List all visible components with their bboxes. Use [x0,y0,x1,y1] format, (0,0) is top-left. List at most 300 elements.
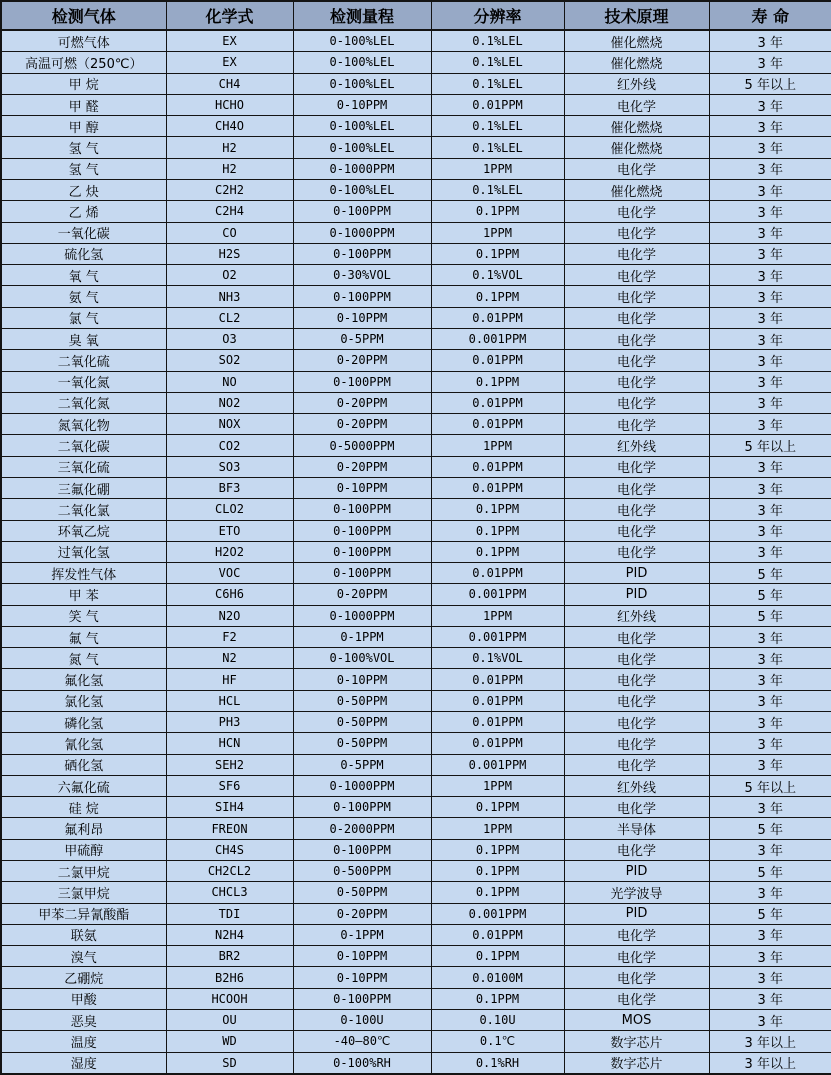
gas-name-cell: 氧 气 [1,265,166,286]
table-row [1,94,831,115]
column-header-technology: 技术原理 [564,1,709,30]
detection-range-cell: 0-20PPM [293,392,431,413]
gas-name-cell: 温度 [1,1031,166,1052]
resolution-cell: 0.1PPM [431,839,564,860]
detection-range-cell: 0-5PPM [293,754,431,775]
detection-range-cell: 0-100%LEL [293,116,431,137]
table-row [1,924,831,945]
column-header-gas-name: 检测气体 [1,1,166,30]
technology-cell: 电化学 [564,243,709,264]
gas-name-cell: 氟 气 [1,626,166,647]
lifespan-cell: 3 年 [709,797,831,818]
header-row [1,1,831,30]
lifespan-cell: 3 年 [709,754,831,775]
resolution-cell: 0.1PPM [431,243,564,264]
technology-cell: 电化学 [564,477,709,498]
chemical-formula-cell: H2 [166,137,293,158]
gas-name-cell: 甲苯二异氰酸酯 [1,903,166,924]
detection-range-cell: 0-10PPM [293,477,431,498]
gas-name-cell: 甲酸 [1,988,166,1009]
detection-range-cell: 0-100%VOL [293,648,431,669]
detection-range-cell: 0-1000PPM [293,605,431,626]
lifespan-cell: 3 年 [709,988,831,1009]
gas-name-cell: 高温可燃（250℃） [1,52,166,73]
gas-name-cell: 甲 烷 [1,73,166,94]
table-row [1,712,831,733]
technology-cell: 红外线 [564,435,709,456]
table-row [1,669,831,690]
chemical-formula-cell: CL2 [166,307,293,328]
detection-range-cell: 0-50PPM [293,733,431,754]
chemical-formula-cell: F2 [166,626,293,647]
technology-cell: 电化学 [564,94,709,115]
table-header [1,1,831,30]
detection-range-cell: 0-20PPM [293,414,431,435]
lifespan-cell: 3 年 [709,265,831,286]
detection-range-cell: 0-100U [293,1009,431,1030]
resolution-cell: 1PPM [431,605,564,626]
detection-range-cell: 0-10PPM [293,946,431,967]
chemical-formula-cell: C2H4 [166,201,293,222]
table-row [1,52,831,73]
resolution-cell: 0.001PPM [431,903,564,924]
detection-range-cell: 0-2000PPM [293,818,431,839]
lifespan-cell: 5 年 [709,584,831,605]
technology-cell: 电化学 [564,392,709,413]
column-header-lifespan: 寿 命 [709,1,831,30]
chemical-formula-cell: H2 [166,158,293,179]
resolution-cell: 0.1PPM [431,201,564,222]
detection-range-cell: 0-1PPM [293,924,431,945]
detection-range-cell: 0-100PPM [293,201,431,222]
resolution-cell: 0.01PPM [431,477,564,498]
detection-range-cell: 0-100PPM [293,563,431,584]
table-row [1,818,831,839]
resolution-cell: 0.1%LEL [431,180,564,201]
table-row [1,414,831,435]
resolution-cell: 0.1PPM [431,797,564,818]
lifespan-cell: 3 年 [709,201,831,222]
gas-name-cell: 硒化氢 [1,754,166,775]
lifespan-cell: 3 年 [709,137,831,158]
resolution-cell: 0.001PPM [431,626,564,647]
resolution-cell: 0.1%LEL [431,116,564,137]
lifespan-cell: 3 年 [709,733,831,754]
gas-name-cell: 乙 炔 [1,180,166,201]
lifespan-cell: 5 年 [709,818,831,839]
chemical-formula-cell: H2S [166,243,293,264]
technology-cell: 电化学 [564,201,709,222]
gas-name-cell: 氨 气 [1,286,166,307]
technology-cell: 催化燃烧 [564,116,709,137]
lifespan-cell: 3 年 [709,626,831,647]
detection-range-cell: 0-1000PPM [293,775,431,796]
chemical-formula-cell: O2 [166,265,293,286]
lifespan-cell: 3 年 [709,690,831,711]
detection-range-cell: 0-1000PPM [293,222,431,243]
technology-cell: 电化学 [564,456,709,477]
resolution-cell: 0.1PPM [431,861,564,882]
detection-range-cell: 0-10PPM [293,669,431,690]
table-row [1,243,831,264]
technology-cell: 电化学 [564,265,709,286]
gas-name-cell: 三氯甲烷 [1,882,166,903]
lifespan-cell: 3 年 [709,180,831,201]
resolution-cell: 0.01PPM [431,690,564,711]
lifespan-cell: 3 年 [709,307,831,328]
resolution-cell: 0.01PPM [431,924,564,945]
gas-name-cell: 二氯甲烷 [1,861,166,882]
resolution-cell: 0.001PPM [431,754,564,775]
table-row [1,456,831,477]
chemical-formula-cell: OU [166,1009,293,1030]
technology-cell: 电化学 [564,988,709,1009]
gas-name-cell: 甲硫醇 [1,839,166,860]
lifespan-cell: 3 年 [709,350,831,371]
table-row [1,286,831,307]
table-row [1,477,831,498]
lifespan-cell: 3 年 [709,477,831,498]
lifespan-cell: 3 年 [709,712,831,733]
lifespan-cell: 3 年 [709,30,831,52]
detection-range-cell: 0-500PPM [293,861,431,882]
gas-name-cell: 二氧化碳 [1,435,166,456]
resolution-cell: 0.1PPM [431,541,564,562]
gas-name-cell: 甲 醇 [1,116,166,137]
resolution-cell: 0.1%RH [431,1052,564,1074]
chemical-formula-cell: H2O2 [166,541,293,562]
chemical-formula-cell: SEH2 [166,754,293,775]
resolution-cell: 0.01PPM [431,669,564,690]
gas-name-cell: 硫化氢 [1,243,166,264]
technology-cell: 电化学 [564,967,709,988]
chemical-formula-cell: B2H6 [166,967,293,988]
gas-name-cell: 磷化氢 [1,712,166,733]
detection-range-cell: 0-50PPM [293,690,431,711]
technology-cell: 电化学 [564,797,709,818]
detection-range-cell: 0-10PPM [293,94,431,115]
detection-range-cell: 0-50PPM [293,712,431,733]
column-header-chemical-formula: 化学式 [166,1,293,30]
table-row [1,967,831,988]
technology-cell: 电化学 [564,286,709,307]
gas-name-cell: 氮氧化物 [1,414,166,435]
technology-cell: 电化学 [564,754,709,775]
detection-range-cell: 0-100PPM [293,371,431,392]
table-row [1,541,831,562]
chemical-formula-cell: BF3 [166,477,293,498]
chemical-formula-cell: EX [166,30,293,52]
technology-cell: 电化学 [564,648,709,669]
lifespan-cell: 3 年 [709,839,831,860]
gas-name-cell: 乙硼烷 [1,967,166,988]
column-header-detection-range: 检测量程 [293,1,431,30]
chemical-formula-cell: BR2 [166,946,293,967]
resolution-cell: 0.1PPM [431,371,564,392]
chemical-formula-cell: CO2 [166,435,293,456]
table-row [1,626,831,647]
technology-cell: 电化学 [564,946,709,967]
gas-name-cell: 溴气 [1,946,166,967]
gas-name-cell: 二氧化硫 [1,350,166,371]
column-header-resolution: 分辨率 [431,1,564,30]
resolution-cell: 0.1PPM [431,286,564,307]
gas-name-cell: 三氧化硫 [1,456,166,477]
lifespan-cell: 3 年 [709,328,831,349]
technology-cell: 电化学 [564,414,709,435]
table-row [1,307,831,328]
lifespan-cell: 3 年 [709,371,831,392]
gas-name-cell: 二氧化氮 [1,392,166,413]
table-row [1,158,831,179]
table-row [1,116,831,137]
detection-range-cell: 0-20PPM [293,903,431,924]
table-row [1,690,831,711]
resolution-cell: 0.1℃ [431,1031,564,1052]
detection-range-cell: 0-5000PPM [293,435,431,456]
gas-name-cell: 氟利昂 [1,818,166,839]
technology-cell: 电化学 [564,924,709,945]
table-row [1,605,831,626]
table-row [1,392,831,413]
resolution-cell: 0.01PPM [431,456,564,477]
detection-range-cell: 0-1000PPM [293,158,431,179]
lifespan-cell: 3 年以上 [709,1031,831,1052]
resolution-cell: 0.01PPM [431,94,564,115]
lifespan-cell: 3 年 [709,669,831,690]
lifespan-cell: 5 年 [709,563,831,584]
resolution-cell: 0.1%VOL [431,648,564,669]
resolution-cell: 0.1PPM [431,499,564,520]
lifespan-cell: 3 年 [709,520,831,541]
detection-range-cell: 0-100PPM [293,797,431,818]
resolution-cell: 0.0100M [431,967,564,988]
gas-name-cell: 笑 气 [1,605,166,626]
detection-range-cell: 0-20PPM [293,350,431,371]
technology-cell: 电化学 [564,158,709,179]
technology-cell: 红外线 [564,605,709,626]
lifespan-cell: 3 年 [709,52,831,73]
gas-name-cell: 甲 苯 [1,584,166,605]
gas-name-cell: 环氧乙烷 [1,520,166,541]
chemical-formula-cell: SO2 [166,350,293,371]
gas-name-cell: 六氟化硫 [1,775,166,796]
chemical-formula-cell: CO [166,222,293,243]
lifespan-cell: 3 年 [709,967,831,988]
resolution-cell: 0.1%LEL [431,52,564,73]
gas-name-cell: 乙 烯 [1,201,166,222]
detection-range-cell: 0-10PPM [293,307,431,328]
resolution-cell: 0.1%VOL [431,265,564,286]
chemical-formula-cell: CHCL3 [166,882,293,903]
technology-cell: 电化学 [564,712,709,733]
chemical-formula-cell: SO3 [166,456,293,477]
detection-range-cell: 0-100PPM [293,499,431,520]
chemical-formula-cell: SF6 [166,775,293,796]
chemical-formula-cell: HF [166,669,293,690]
table-row [1,946,831,967]
technology-cell: 电化学 [564,222,709,243]
detection-range-cell: 0-100%LEL [293,30,431,52]
technology-cell: PID [564,584,709,605]
detection-range-cell: 0-100%LEL [293,73,431,94]
detection-range-cell: 0-100%LEL [293,180,431,201]
lifespan-cell: 5 年以上 [709,73,831,94]
gas-name-cell: 氮 气 [1,648,166,669]
chemical-formula-cell: NO2 [166,392,293,413]
technology-cell: 电化学 [564,499,709,520]
chemical-formula-cell: C6H6 [166,584,293,605]
resolution-cell: 0.001PPM [431,328,564,349]
resolution-cell: 0.01PPM [431,733,564,754]
chemical-formula-cell: HCHO [166,94,293,115]
table-body [1,30,831,1074]
chemical-formula-cell: HCOOH [166,988,293,1009]
resolution-cell: 0.1PPM [431,946,564,967]
table-row [1,180,831,201]
chemical-formula-cell: HCL [166,690,293,711]
table-row [1,265,831,286]
chemical-formula-cell: O3 [166,328,293,349]
table-row [1,584,831,605]
resolution-cell: 1PPM [431,775,564,796]
technology-cell: MOS [564,1009,709,1030]
chemical-formula-cell: VOC [166,563,293,584]
resolution-cell: 1PPM [431,818,564,839]
chemical-formula-cell: WD [166,1031,293,1052]
chemical-formula-cell: N2O [166,605,293,626]
gas-name-cell: 可燃气体 [1,30,166,52]
chemical-formula-cell: NOX [166,414,293,435]
technology-cell: 电化学 [564,307,709,328]
lifespan-cell: 3 年 [709,1009,831,1030]
chemical-formula-cell: HCN [166,733,293,754]
table-row [1,903,831,924]
chemical-formula-cell: SD [166,1052,293,1074]
table-row [1,201,831,222]
chemical-formula-cell: PH3 [166,712,293,733]
technology-cell: 半导体 [564,818,709,839]
table-row [1,839,831,860]
detection-range-cell: 0-20PPM [293,584,431,605]
resolution-cell: 0.01PPM [431,392,564,413]
detection-range-cell: 0-100PPM [293,243,431,264]
lifespan-cell: 3 年 [709,924,831,945]
table-row [1,754,831,775]
table-row [1,563,831,584]
chemical-formula-cell: CH2CL2 [166,861,293,882]
gas-name-cell: 二氧化氯 [1,499,166,520]
chemical-formula-cell: TDI [166,903,293,924]
resolution-cell: 0.01PPM [431,712,564,733]
gas-name-cell: 联氨 [1,924,166,945]
table-row [1,988,831,1009]
lifespan-cell: 3 年 [709,94,831,115]
gas-name-cell: 氢 气 [1,137,166,158]
lifespan-cell: 3 年 [709,648,831,669]
gas-name-cell: 甲 醛 [1,94,166,115]
detection-range-cell: -40—80℃ [293,1031,431,1052]
gas-name-cell: 臭 氧 [1,328,166,349]
technology-cell: 电化学 [564,733,709,754]
gas-name-cell: 三氟化硼 [1,477,166,498]
technology-cell: 催化燃烧 [564,137,709,158]
lifespan-cell: 3 年 [709,116,831,137]
table-row [1,30,831,52]
chemical-formula-cell: CLO2 [166,499,293,520]
detection-range-cell: 0-50PPM [293,882,431,903]
technology-cell: 电化学 [564,350,709,371]
detection-range-cell: 0-100PPM [293,541,431,562]
table-row [1,371,831,392]
resolution-cell: 0.01PPM [431,414,564,435]
gas-name-cell: 过氧化氢 [1,541,166,562]
resolution-cell: 1PPM [431,158,564,179]
gas-name-cell: 氟化氢 [1,669,166,690]
gas-name-cell: 一氧化氮 [1,371,166,392]
table-row [1,499,831,520]
technology-cell: 红外线 [564,775,709,796]
technology-cell: 电化学 [564,669,709,690]
table-row [1,1052,831,1074]
technology-cell: 红外线 [564,73,709,94]
lifespan-cell: 5 年 [709,903,831,924]
technology-cell: 电化学 [564,328,709,349]
resolution-cell: 0.1PPM [431,882,564,903]
lifespan-cell: 3 年 [709,286,831,307]
resolution-cell: 0.10U [431,1009,564,1030]
detection-range-cell: 0-100%LEL [293,52,431,73]
detection-range-cell: 0-100PPM [293,520,431,541]
gas-name-cell: 氯化氢 [1,690,166,711]
lifespan-cell: 3 年 [709,882,831,903]
resolution-cell: 0.1PPM [431,988,564,1009]
technology-cell: 电化学 [564,541,709,562]
chemical-formula-cell: CH4 [166,73,293,94]
technology-cell: 数字芯片 [564,1031,709,1052]
technology-cell: PID [564,563,709,584]
detection-range-cell: 0-30%VOL [293,265,431,286]
lifespan-cell: 3 年 [709,158,831,179]
lifespan-cell: 3 年 [709,414,831,435]
technology-cell: 电化学 [564,520,709,541]
technology-cell: 电化学 [564,626,709,647]
gas-name-cell: 氢 气 [1,158,166,179]
gas-name-cell: 硅 烷 [1,797,166,818]
table-row [1,882,831,903]
gas-name-cell: 一氧化碳 [1,222,166,243]
chemical-formula-cell: C2H2 [166,180,293,201]
technology-cell: 光学波导 [564,882,709,903]
resolution-cell: 0.1%LEL [431,30,564,52]
table-row [1,137,831,158]
table-row [1,520,831,541]
chemical-formula-cell: EX [166,52,293,73]
technology-cell: PID [564,903,709,924]
table-row [1,861,831,882]
lifespan-cell: 3 年 [709,541,831,562]
detection-range-cell: 0-20PPM [293,456,431,477]
chemical-formula-cell: CH4S [166,839,293,860]
detection-range-cell: 0-10PPM [293,967,431,988]
gas-name-cell: 恶臭 [1,1009,166,1030]
technology-cell: 催化燃烧 [564,180,709,201]
chemical-formula-cell: NO [166,371,293,392]
resolution-cell: 0.1PPM [431,520,564,541]
table-row [1,435,831,456]
lifespan-cell: 3 年 [709,456,831,477]
chemical-formula-cell: NH3 [166,286,293,307]
